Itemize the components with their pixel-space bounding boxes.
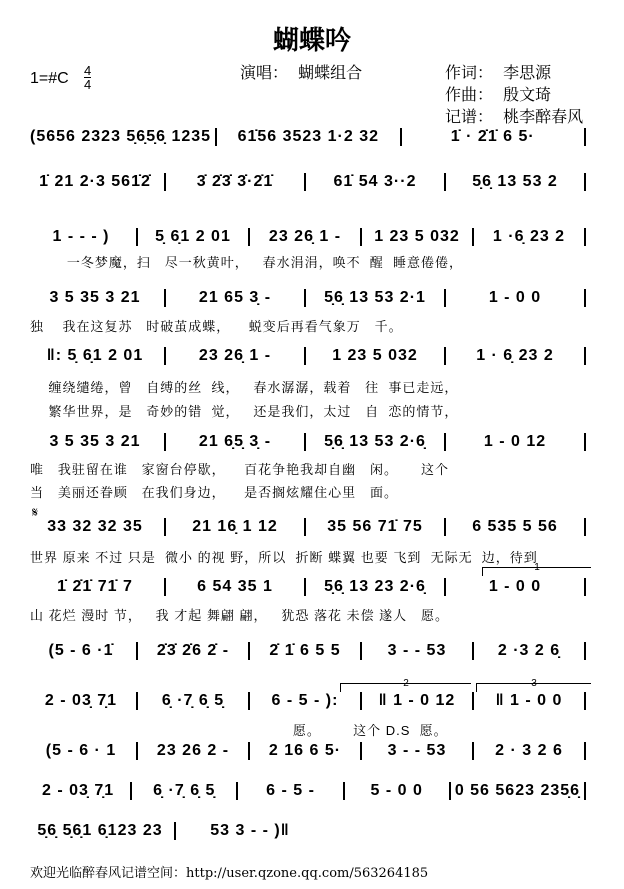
bar-line (360, 692, 362, 710)
measure: 23 26 2 - (156, 742, 230, 759)
notation-row (30, 642, 590, 660)
lyrics-line: 独 我在这复苏 时破茧成蝶， 蜕变后再看气象万 千。 (30, 319, 403, 334)
bar-line (304, 289, 306, 307)
lyrics-line: 唯 我驻留在谁 家窗台停歇， 百花争艳我却自幽 闲。 这个 (30, 462, 450, 477)
bar-line (444, 289, 446, 307)
volta-2: 2 (340, 683, 471, 692)
measure: 1 - 0 0 (488, 289, 542, 306)
notation-row (30, 822, 320, 840)
bar-line (360, 228, 362, 246)
bar-line (215, 128, 217, 146)
bar-line (472, 642, 474, 660)
measure: 2 · 3 2 6 (495, 742, 563, 759)
bar-line (164, 289, 166, 307)
measure: 5̣6̣ 5̣6̣1 6̣123 23 (37, 822, 163, 839)
key-signature: 1=#C (30, 70, 69, 87)
notation-row (30, 692, 590, 710)
bar-line (584, 228, 586, 246)
bar-line (444, 173, 446, 191)
measure: 61̇56 3523 1·2 32 (237, 128, 380, 145)
bar-line (584, 518, 586, 536)
bar-line (584, 578, 586, 596)
volta-1: 1 (482, 567, 591, 576)
measure: 1 - 0 0 (488, 578, 542, 595)
bar-line (360, 742, 362, 760)
bar-line (584, 433, 586, 451)
bar-line (584, 289, 586, 307)
bar-line (584, 742, 586, 760)
composer: 作曲： 殷文琦 (445, 85, 552, 104)
measure: 23 26̣ 1 - (268, 228, 342, 245)
lyrics-line: 繁华世界，是 奇妙的错 觉， 还是我们，太过 自 恋的情节， (30, 404, 459, 419)
bar-line (236, 782, 238, 800)
lyrics-line: 世界 原来 不过 只是 微小 的视 野，所以 折断 蝶翼 也要 飞到 无际无 边，待到 (30, 550, 538, 565)
bar-line (444, 518, 446, 536)
lyrics-line: 山 花烂 漫时 节， 我 才起 舞翩 翩， 犹恐 落花 未偿 遂人 愿。 (30, 608, 450, 623)
measure: 2 16 6 5· (268, 742, 342, 759)
footer-note: 欢迎光临醉春风记谱空间：http://user.qzone.qq.com/563264185 (30, 866, 429, 881)
measure: 33 32 32 35 (47, 518, 143, 535)
bar-line (472, 742, 474, 760)
measure: 2 - 03̣ 7̣1 (44, 692, 118, 709)
lyrics-line: 缠绕缱绻，曾 自缚的丝 线， 春水潺潺，载着 往 事已走远， (30, 380, 459, 395)
measure: 1 23 5 032 (332, 347, 418, 364)
bar-line (164, 173, 166, 191)
notation-row (30, 128, 590, 146)
measure: 1 ·6̣ 23 2 (492, 228, 566, 245)
bar-line (584, 347, 586, 365)
measure: 2 - 03̣ 7̣1 (42, 782, 115, 799)
singer: 演唱： 蝴蝶组合 (240, 63, 363, 82)
bar-line (164, 578, 166, 596)
bar-line (248, 742, 250, 760)
notation-row (30, 289, 590, 307)
lyrics-line: 愿。 这个 D.S 愿。 (30, 723, 448, 738)
measure: 3̇ 2̇3̇ 3̇·2̇1̇ (196, 173, 274, 190)
bar-line (164, 433, 166, 451)
bar-line (248, 642, 250, 660)
bar-line (584, 173, 586, 191)
measure: 21 6̣5̣ 3̣ - (198, 433, 272, 450)
measure: 3 5 35 3 21 (49, 289, 141, 306)
measure: 1̇ 21 2·3 561̇2̇ (39, 173, 151, 190)
bar-line (444, 433, 446, 451)
measure: 61̇ 54 3··2 (333, 173, 417, 190)
bar-line (136, 228, 138, 246)
notation-row (30, 742, 590, 760)
bar-line (304, 578, 306, 596)
measure: (5656 2323 5̣6̣5̣6̣ 1235 (30, 128, 212, 145)
bar-line (136, 692, 138, 710)
measure: 3 - - 53 (387, 642, 447, 659)
measure: 5̣6̣ 13 53 2·6̣ (324, 433, 426, 450)
measure: ‖ 1 - 0 0 (495, 692, 563, 709)
bar-line (304, 347, 306, 365)
measure: 6̣ ·7̣ 6̣ 5̣ (153, 782, 216, 799)
bar-line (130, 782, 132, 800)
measure: 5̣6̣ 13 53 2·1 (324, 289, 426, 306)
measure: 0 56 5623 235̣6̣ (454, 782, 581, 799)
measure: 6̣ ·7̣ 6̣ 5̣ (161, 692, 225, 709)
measure: 23 26̣ 1 - (198, 347, 272, 364)
notation-row (30, 173, 590, 191)
measure: 2̇ 1̇ 6 5 5 (269, 642, 341, 659)
measure: ‖: 5̣ 6̣1 2 01 (46, 347, 144, 364)
notation-row (30, 782, 590, 800)
bar-line (164, 518, 166, 536)
notation-row (30, 518, 590, 536)
bar-line (304, 173, 306, 191)
lyrics-line: 一冬梦魔，扫 尽一秋黄叶， 春水涓涓，唤不 醒 睡意倦倦， (30, 255, 464, 270)
measure: 3 - - 53 (387, 742, 447, 759)
bar-line (400, 128, 402, 146)
measure: (5 - 6 · 1 (45, 742, 117, 759)
measure: 1 - 0 12 (483, 433, 547, 450)
measure: 35 56 71̇ 75 (327, 518, 423, 535)
bar-line (304, 518, 306, 536)
measure: 21 16̣ 1 12 (192, 518, 278, 535)
measure: 6 535 5 56 (472, 518, 558, 535)
bar-line (343, 782, 345, 800)
measure: 1 - - - ) (52, 228, 110, 245)
lyrics-line: 当 美丽还眷顾 在我们身边， 是否搁炫耀住心里 面。 (30, 485, 398, 500)
segno-sign: 𝄋 (32, 505, 39, 521)
measure: 2 ·3 2 6̣ (497, 642, 561, 659)
measure: 1̇ 2̇1̇ 71̇ 7 (57, 578, 133, 595)
bar-line (248, 228, 250, 246)
bar-line (449, 782, 451, 800)
time-signature (84, 64, 91, 91)
bar-line (444, 578, 446, 596)
song-title: 蝴蝶吟 (272, 26, 351, 56)
bar-line (444, 347, 446, 365)
transcriber: 记谱： 桃李醉春风 (445, 107, 584, 126)
measure: 1̇ · 2̇1̇ 6 5· (450, 128, 535, 145)
measure: (5 - 6 ·1̇ (48, 642, 114, 659)
measure: 3 5 35 3 21 (49, 433, 141, 450)
bar-line (174, 822, 176, 840)
bar-line (584, 692, 586, 710)
time-denominator: 4 (84, 77, 92, 92)
measure: 1 · 6̣ 23 2 (476, 347, 554, 364)
measure: 1 23 5 032 (374, 228, 460, 245)
measure: 6 - 5 - ): (271, 692, 339, 709)
notation-row (30, 347, 590, 365)
notation-row (30, 433, 590, 451)
measure: 5̣ 6̣1 2 01 (155, 228, 231, 245)
measure: 53 3 - - )‖ (210, 822, 290, 839)
lyricist: 作词： 李思源 (445, 63, 552, 82)
measure: ‖ 1 - 0 12 (378, 692, 456, 709)
measure: 5̣6̣ 13 53 2 (472, 173, 558, 190)
bar-line (584, 642, 586, 660)
notation-row (30, 578, 590, 596)
time-numerator: 4 (84, 63, 92, 78)
bar-line (472, 228, 474, 246)
measure: 21 65 3̣ - (198, 289, 272, 306)
bar-line (304, 433, 306, 451)
measure: 5̣6̣ 13 23 2·6̣ (324, 578, 426, 595)
bar-line (584, 128, 586, 146)
measure: 5 - 0 0 (370, 782, 423, 799)
bar-line (164, 347, 166, 365)
volta-3: 3 (476, 683, 591, 692)
measure: 6 54 35 1 (197, 578, 273, 595)
bar-line (360, 642, 362, 660)
measure: 6 - 5 - (266, 782, 315, 799)
bar-line (136, 742, 138, 760)
measure: 2̇3̇ 2̇6 2̇ - (156, 642, 230, 659)
bar-line (472, 692, 474, 710)
bar-line (136, 642, 138, 660)
bar-line (584, 782, 586, 800)
bar-line (248, 692, 250, 710)
notation-row (30, 228, 590, 246)
